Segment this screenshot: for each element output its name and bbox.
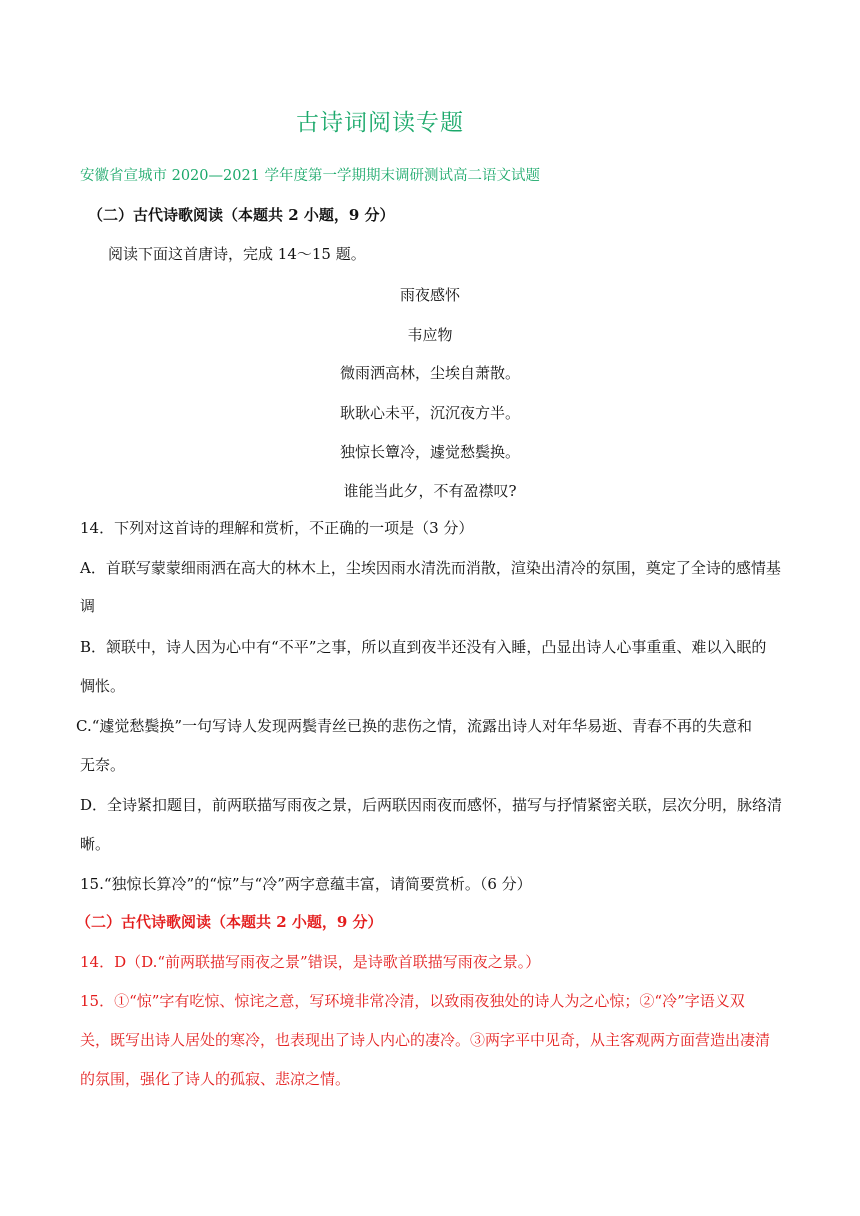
question-15-stem: 15.“独惊长算冷”的“惊”与“冷”两字意蕴丰富，请简要赏析。（6 分） — [80, 875, 532, 893]
exam-source: 安徽省宣城市 2020—2021 学年度第一学期期末调研测试高二语文试题 — [80, 168, 541, 184]
option-c: C.“遽觉愁鬓换”一句写诗人发现两鬓青丝已换的悲伤之情，流露出诗人对年华易逝、青春不再的失意和 — [76, 717, 753, 735]
poem-line: 谁能当此夕，不有盈襟叹? — [343, 482, 517, 500]
option-a: A．首联写蒙蒙细雨洒在高大的林木上，尘埃因雨水清洗而消散，渲染出清冷的氛围，奠定了全诗的感情基 — [80, 559, 781, 577]
option-b-cont: 惆怅。 — [80, 677, 126, 695]
poem-line: 耿耿心未平，沉沉夜方半。 — [339, 404, 520, 422]
page-title: 古诗词阅读专题 — [296, 110, 464, 136]
instruction: 阅读下面这首唐诗，完成 14～15 题。 — [108, 245, 366, 263]
option-c-cont: 无奈。 — [80, 756, 126, 774]
answer-14: 14．D（D.“前两联描写雨夜之景”错误，是诗歌首联描写雨夜之景。） — [80, 953, 541, 971]
answer-heading: （二）古代诗歌阅读（本题共 2 小题，9 分） — [76, 913, 383, 931]
answer-15-cont: 的氛围，强化了诗人的孤寂、悲凉之情。 — [80, 1070, 351, 1088]
poem-line: 微雨洒高林，尘埃自萧散。 — [339, 364, 520, 382]
section-heading: （二）古代诗歌阅读（本题共 2 小题，9 分） — [88, 206, 395, 224]
option-d-cont: 晰。 — [80, 835, 111, 853]
answer-15-cont: 关，既写出诗人居处的寒冷，也表现出了诗人内心的凄冷。③两字平中见奇，从主客观两方面营造出凄清 — [80, 1031, 771, 1049]
question-14-stem: 14．下列对这首诗的理解和赏析，不正确的一项是（3 分） — [80, 519, 474, 537]
option-d: D．全诗紧扣题目，前两联描写雨夜之景，后两联因雨夜而感怀，描写与抒情紧密关联，层次分明，脉络清 — [80, 796, 783, 814]
option-b: B．颔联中，诗人因为心中有“不平”之事，所以直到夜半还没有入睡，凸显出诗人心事重重、难以入眠的 — [80, 638, 767, 656]
answer-15: 15．①“惊”字有吃惊、惊诧之意，写环境非常冷清，以致雨夜独处的诗人为之心惊；②“冷”字语义双 — [80, 992, 745, 1010]
poem-author: 韦应物 — [407, 326, 453, 344]
poem-title: 雨夜感怀 — [399, 286, 460, 304]
option-a-cont: 调 — [80, 597, 96, 615]
poem-line: 独惊长簟冷，遽觉愁鬓换。 — [339, 443, 520, 461]
